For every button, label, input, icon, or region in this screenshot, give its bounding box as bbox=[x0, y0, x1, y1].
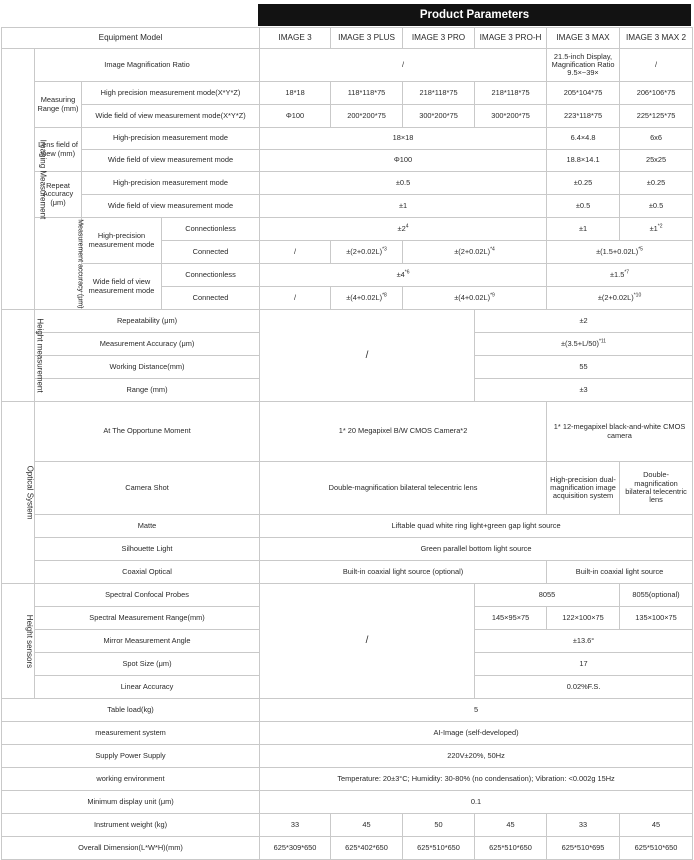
label-matte: Matte bbox=[35, 515, 260, 538]
model-image3-plus: IMAGE 3 PLUS bbox=[331, 28, 403, 49]
cell-value: 6x6 bbox=[620, 128, 693, 150]
section-optical: Optical System bbox=[2, 402, 35, 584]
cell-value: 225*125*75 bbox=[620, 105, 693, 128]
magnification-common: / bbox=[260, 49, 547, 82]
cell-value: 8055 bbox=[475, 584, 620, 607]
label-magnification: Image Magnification Ratio bbox=[35, 49, 260, 82]
row-table-load bbox=[2, 699, 693, 722]
cell-value: $\pm(2+0.02L)^{*4}$ bbox=[403, 241, 547, 264]
cell-value: 223*118*75 bbox=[547, 105, 620, 128]
label-spectral-range: Spectral Measurement Range(mm) bbox=[35, 607, 260, 630]
cell-value: 8055(optional) bbox=[620, 584, 693, 607]
label-range-hp: High precision measurement mode(X*Y*Z) bbox=[82, 82, 260, 105]
title-bar bbox=[0, 0, 694, 26]
cell-value: 625*309*650 bbox=[260, 837, 331, 860]
cell-value: $\pm 1.5^{*7}$ bbox=[547, 264, 693, 287]
cell-value: 18*18 bbox=[260, 82, 331, 105]
label-lens-wf: Wide field of view measurement mode bbox=[82, 150, 260, 172]
row-dimension bbox=[2, 837, 693, 860]
cell-value: $\pm(2+0.02L)^{*3}$ bbox=[331, 241, 403, 264]
cell-value: Φ100 bbox=[260, 105, 331, 128]
row-height-repeat bbox=[2, 310, 693, 333]
row-coaxial bbox=[2, 561, 693, 584]
model-image3-pro: IMAGE 3 PRO bbox=[403, 28, 475, 49]
cell-value: Double-magnification bilateral telecentric lens bbox=[260, 462, 547, 515]
cell-value: 18.8×14.1 bbox=[547, 150, 620, 172]
cell-value: AI-Image (self-developed) bbox=[260, 722, 693, 745]
label-coaxial: Coaxial Optical bbox=[35, 561, 260, 584]
label-power: Supply Power Supply bbox=[2, 745, 260, 768]
cell-value: Built-in coaxial light source bbox=[547, 561, 693, 584]
label-acc-hp: High-precision measurement mode bbox=[82, 218, 162, 264]
cell-value: 1* 20 Megapixel B/W CMOS Camera*2 bbox=[260, 402, 547, 462]
cell-value: 0.02%F.S. bbox=[475, 676, 693, 699]
group-accuracy: Measurement accuracy (μm) bbox=[35, 218, 82, 310]
label-lens-hp: High-precision measurement mode bbox=[82, 128, 260, 150]
label-linear: Linear Accuracy bbox=[35, 676, 260, 699]
label-moment: At The Opportune Moment bbox=[35, 402, 260, 462]
label-weight: Instrument weight (kg) bbox=[2, 814, 260, 837]
label-system: measurement system bbox=[2, 722, 260, 745]
group-measuring-range: Measuring Range (mm) bbox=[35, 82, 82, 128]
cell-value: $\pm(2+0.02L)^{*10}$ bbox=[547, 287, 693, 310]
header-label: Equipment Model bbox=[2, 28, 260, 49]
cell-value: 1* 12-megapixel black-and-white CMOS camera bbox=[547, 402, 693, 462]
cell-value: 625*402*650 bbox=[331, 837, 403, 860]
cell-value: Green parallel bottom light source bbox=[260, 538, 693, 561]
cell-value: $\pm(1.5+0.02L)^{*5}$ bbox=[547, 241, 693, 264]
page-title: Product Parameters bbox=[258, 4, 691, 26]
label-repeat-hp: High-precision measurement mode bbox=[82, 172, 260, 195]
row-acc-wf-cl bbox=[2, 264, 693, 287]
magnification-max: 21.5-inch Display, Magnification Ratio 9.5×~39× bbox=[547, 49, 620, 82]
cell-value: 45 bbox=[331, 814, 403, 837]
label-table-load: Table load(kg) bbox=[2, 699, 260, 722]
cell-value: 45 bbox=[475, 814, 547, 837]
label-silhouette: Silhouette Light bbox=[35, 538, 260, 561]
row-range-wf bbox=[2, 105, 693, 128]
cell-value: 50 bbox=[403, 814, 475, 837]
label-spot: Spot Size (μm) bbox=[35, 653, 260, 676]
cell-value: 205*104*75 bbox=[547, 82, 620, 105]
model-image3-max2: IMAGE 3 MAX 2 bbox=[620, 28, 693, 49]
cell-value: 45 bbox=[620, 814, 693, 837]
section-height: Height measurement bbox=[2, 310, 35, 402]
row-repeat-wf bbox=[2, 195, 693, 218]
label-repeat-wf: Wide field of view measurement mode bbox=[82, 195, 260, 218]
cell-value: Built-in coaxial light source (optional) bbox=[260, 561, 547, 584]
cell-value: ±0.5 bbox=[547, 195, 620, 218]
cell-value: $\pm(4+0.02L)^{*9}$ bbox=[403, 287, 547, 310]
mode-connected: Connected bbox=[162, 241, 260, 264]
cell-value: $\pm(3.5+L/50)^{*11}$ bbox=[475, 333, 693, 356]
cell-value: 0.1 bbox=[260, 791, 693, 814]
label-display-unit: Minimum display unit (μm) bbox=[2, 791, 260, 814]
label-height-accuracy: Measurement Accuracy (μm) bbox=[35, 333, 260, 356]
row-probes bbox=[2, 584, 693, 607]
cell-value: $\pm 1^{*2}$ bbox=[620, 218, 693, 241]
cell-value: 145×95×75 bbox=[475, 607, 547, 630]
row-matte bbox=[2, 515, 693, 538]
cell-value: Double-magnification bilateral telecentric lens bbox=[620, 462, 693, 515]
cell-value: 18×18 bbox=[260, 128, 547, 150]
row-moment bbox=[2, 402, 693, 462]
cell-value: 300*200*75 bbox=[475, 105, 547, 128]
row-lens-wf bbox=[2, 150, 693, 172]
section-imaging: Imaging Measurement bbox=[2, 49, 35, 310]
cell-value: ±0.25 bbox=[620, 172, 693, 195]
row-camera bbox=[2, 462, 693, 515]
cell-value: 220V±20%, 50Hz bbox=[260, 745, 693, 768]
row-lens-hp bbox=[2, 128, 693, 150]
row-acc-hp-cl bbox=[2, 218, 693, 241]
cell-value: Liftable quad white ring light+green gap light source bbox=[260, 515, 693, 538]
cell-value: 625*510*650 bbox=[475, 837, 547, 860]
row-weight bbox=[2, 814, 693, 837]
mode-connectionless: Connectionless bbox=[162, 218, 260, 241]
cell-value: 55 bbox=[475, 356, 693, 379]
row-environment bbox=[2, 768, 693, 791]
magnification-max2: / bbox=[620, 49, 693, 82]
cell-value: ±3 bbox=[475, 379, 693, 402]
row-magnification bbox=[2, 49, 693, 82]
cell-value: $\pm 2^4$ bbox=[260, 218, 547, 241]
cell-value: $\pm(4+0.02L)^{*8}$ bbox=[331, 287, 403, 310]
group-repeat: Repeat Accuracy (μm) bbox=[35, 172, 82, 218]
cell-value: ±0.5 bbox=[260, 172, 547, 195]
cell-value: ±1 bbox=[547, 218, 620, 241]
cell-value: ±0.25 bbox=[547, 172, 620, 195]
label-range-wf: Wide field of view measurement mode(X*Y*Z) bbox=[82, 105, 260, 128]
cell-value: 5 bbox=[260, 699, 693, 722]
group-lens: Lens field of view (mm) bbox=[35, 128, 82, 172]
label-angle: Mirror Measurement Angle bbox=[35, 630, 260, 653]
parameters-table bbox=[1, 27, 693, 860]
label-probes: Spectral Confocal Probes bbox=[35, 584, 260, 607]
label-environment: working environment bbox=[2, 768, 260, 791]
header-row bbox=[2, 28, 693, 49]
cell-value: $\pm 4^{*6}$ bbox=[260, 264, 547, 287]
cell-value: 218*118*75 bbox=[403, 82, 475, 105]
cell-value: Φ100 bbox=[260, 150, 547, 172]
sensors-common: / bbox=[260, 584, 475, 699]
row-repeat-hp bbox=[2, 172, 693, 195]
label-height-repeat: Repeatability (μm) bbox=[35, 310, 260, 333]
row-range-hp bbox=[2, 82, 693, 105]
cell-value: 6.4×4.8 bbox=[547, 128, 620, 150]
label-camera: Camera Shot bbox=[35, 462, 260, 515]
label-height-range: Range (mm) bbox=[35, 379, 260, 402]
model-image3-max: IMAGE 3 MAX bbox=[547, 28, 620, 49]
cell-value: 200*200*75 bbox=[331, 105, 403, 128]
cell-value: ±0.5 bbox=[620, 195, 693, 218]
cell-value: 33 bbox=[547, 814, 620, 837]
cell-value: High-precision dual-magnification image acquisition system bbox=[547, 462, 620, 515]
cell-value: 625*510*650 bbox=[403, 837, 475, 860]
cell-value: 218*118*75 bbox=[475, 82, 547, 105]
row-power bbox=[2, 745, 693, 768]
model-image3: IMAGE 3 bbox=[260, 28, 331, 49]
label-acc-wf: Wide field of view measurement mode bbox=[82, 264, 162, 310]
cell-value: 135×100×75 bbox=[620, 607, 693, 630]
cell-value: ±2 bbox=[475, 310, 693, 333]
cell-value: / bbox=[260, 241, 331, 264]
row-system bbox=[2, 722, 693, 745]
section-sensors: Height sensors bbox=[2, 584, 35, 699]
cell-value: 206*106*75 bbox=[620, 82, 693, 105]
cell-value: / bbox=[260, 287, 331, 310]
cell-value: 300*200*75 bbox=[403, 105, 475, 128]
cell-value: 122×100×75 bbox=[547, 607, 620, 630]
cell-value: 625*510*650 bbox=[620, 837, 693, 860]
height-common: / bbox=[260, 310, 475, 402]
model-image3-pro-h: IMAGE 3 PRO-H bbox=[475, 28, 547, 49]
cell-value: ±1 bbox=[260, 195, 547, 218]
row-silhouette bbox=[2, 538, 693, 561]
cell-value: 118*118*75 bbox=[331, 82, 403, 105]
mode-connected: Connected bbox=[162, 287, 260, 310]
cell-value: 17 bbox=[475, 653, 693, 676]
cell-value: 25x25 bbox=[620, 150, 693, 172]
label-dimension: Overall Dimension(L*W*H)(mm) bbox=[2, 837, 260, 860]
mode-connectionless: Connectionless bbox=[162, 264, 260, 287]
cell-value: 625*510*695 bbox=[547, 837, 620, 860]
cell-value: ±13.6° bbox=[475, 630, 693, 653]
cell-value: Temperature: 20±3°C; Humidity: 30-80% (no condensation); Vibration: <0.002g 15Hz bbox=[260, 768, 693, 791]
cell-value: 33 bbox=[260, 814, 331, 837]
row-display-unit bbox=[2, 791, 693, 814]
label-working-distance: Working Distance(mm) bbox=[35, 356, 260, 379]
